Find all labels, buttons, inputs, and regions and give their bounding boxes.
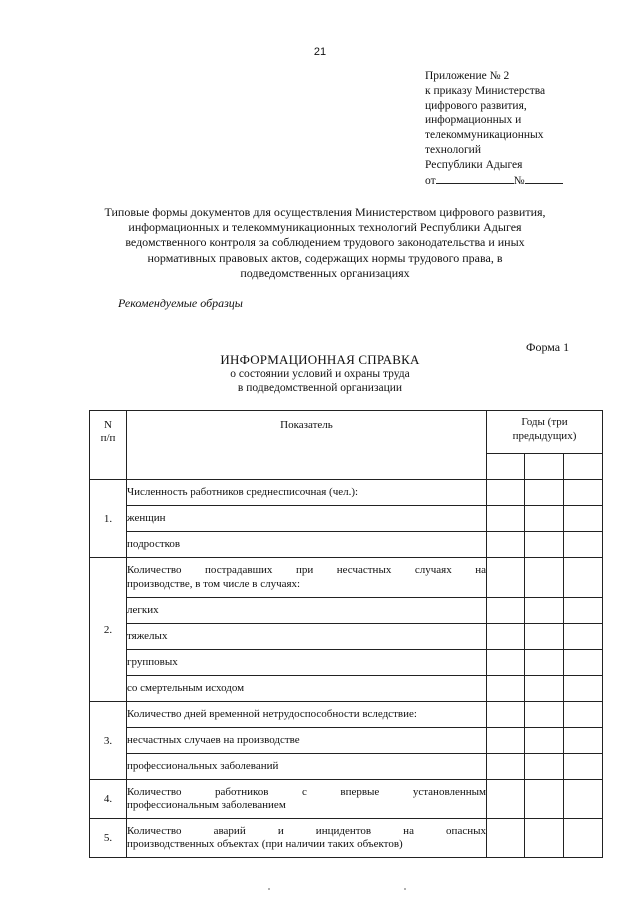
value-cell[interactable]: [564, 506, 603, 532]
value-cell[interactable]: [487, 624, 525, 650]
table-row: [90, 558, 603, 598]
value-cell[interactable]: [564, 754, 603, 780]
document-title: [70, 205, 580, 281]
value-cell[interactable]: [487, 754, 525, 780]
table-row: [90, 702, 603, 728]
row-indicator: Численность работников среднесписочная (чел.):: [127, 480, 487, 506]
value-cell[interactable]: [525, 780, 564, 819]
recommended-samples: Рекомендуемые образцы: [118, 296, 243, 310]
value-cell[interactable]: [525, 819, 564, 858]
value-cell[interactable]: [525, 558, 564, 598]
value-cell[interactable]: [564, 558, 603, 598]
row-number: 3.: [90, 702, 127, 780]
row-indicator: женщин: [127, 506, 487, 532]
table-row: [90, 754, 603, 780]
appendix-line: телекоммуникационных: [425, 129, 544, 142]
value-cell[interactable]: [525, 532, 564, 558]
value-cell[interactable]: [487, 650, 525, 676]
row-number: 5.: [90, 819, 127, 858]
value-cell[interactable]: [487, 702, 525, 728]
row-indicator: Количество работников с впервые установленным профессиональным заболеванием: [127, 780, 487, 819]
date-prefix: от: [425, 174, 436, 187]
row-number: 2.: [90, 558, 127, 702]
date-blank: [436, 173, 514, 184]
number-sign: №: [513, 174, 525, 187]
appendix-block: [425, 69, 625, 188]
value-cell[interactable]: [564, 676, 603, 702]
document-title-line: Типовые формы документов для осуществления Министерством цифрового развития,: [104, 205, 546, 219]
table-header-row: [90, 411, 603, 454]
reference-subtitle: в подведомственной организации: [237, 382, 403, 394]
number-blank: [525, 173, 563, 184]
value-cell[interactable]: [525, 598, 564, 624]
row-indicator: подростков: [127, 532, 487, 558]
row-indicator: Количество аварий и инцидентов на опасных производственных объектах (при наличии таких объектов): [127, 819, 487, 858]
row-number: 4.: [90, 780, 127, 819]
year-cell[interactable]: [525, 454, 564, 480]
appendix-line: цифрового развития,: [425, 99, 527, 112]
table-row: [90, 532, 603, 558]
appendix-line: информационных и: [425, 114, 522, 127]
row-indicator: профессиональных заболеваний: [127, 754, 487, 780]
appendix-line: Приложение № 2: [425, 70, 510, 82]
value-cell[interactable]: [487, 558, 525, 598]
row-indicator: несчастных случаев на производстве: [127, 728, 487, 754]
form-label: Форма 1: [526, 340, 570, 354]
value-cell[interactable]: [487, 780, 525, 819]
table-row: [90, 624, 603, 650]
row-indicator: тяжелых: [127, 624, 487, 650]
header-years: Годы (три предыдущих): [487, 411, 603, 454]
value-cell[interactable]: [525, 480, 564, 506]
year-cell[interactable]: [487, 454, 525, 480]
row-indicator: со смертельным исходом: [127, 676, 487, 702]
row-indicator: легких: [127, 598, 487, 624]
table-row: [90, 598, 603, 624]
value-cell[interactable]: [525, 702, 564, 728]
value-cell[interactable]: [564, 624, 603, 650]
row-indicator: Количество дней временной нетрудоспособности вследствие:: [127, 702, 487, 728]
value-cell[interactable]: [564, 702, 603, 728]
table-row: [90, 780, 603, 819]
table-row: [90, 728, 603, 754]
row-number: 1.: [90, 480, 127, 558]
document-title-line: подведомственных организациях: [240, 265, 410, 280]
value-cell[interactable]: [525, 506, 564, 532]
value-cell[interactable]: [525, 754, 564, 780]
value-cell[interactable]: [564, 598, 603, 624]
page-number: 21: [313, 46, 327, 58]
value-cell[interactable]: [564, 650, 603, 676]
value-cell[interactable]: [487, 532, 525, 558]
scan-artifact: [404, 888, 406, 890]
document-title-line: информационных и телекоммуникационных технологий Республики Адыгея: [128, 220, 522, 235]
document-title-line: ведомственного контроля за соблюдением трудового законодательства и иных: [125, 235, 525, 250]
reference-subtitle: о состоянии условий и охраны труда: [230, 368, 410, 380]
reference-title-block: [0, 352, 640, 395]
value-cell[interactable]: [525, 728, 564, 754]
row-indicator: групповых: [127, 650, 487, 676]
appendix-line: технологий: [425, 143, 481, 156]
header-number: N п/п: [90, 411, 127, 480]
reference-title: ИНФОРМАЦИОННАЯ СПРАВКА: [220, 352, 420, 367]
table-row: [90, 676, 603, 702]
value-cell[interactable]: [564, 480, 603, 506]
value-cell[interactable]: [487, 598, 525, 624]
value-cell[interactable]: [487, 676, 525, 702]
table-row: [90, 506, 603, 532]
value-cell[interactable]: [525, 650, 564, 676]
row-indicator: Количество пострадавших при несчастных случаях на производстве, в том числе в случаях:: [127, 558, 487, 598]
value-cell[interactable]: [487, 728, 525, 754]
value-cell[interactable]: [525, 676, 564, 702]
table-row: [90, 819, 603, 858]
appendix-line: Республики Адыгея: [425, 158, 523, 171]
indicator-table: [89, 410, 603, 858]
document-title-line: нормативных правовых актов, содержащих нормы трудового права, в: [147, 250, 503, 265]
value-cell[interactable]: [487, 506, 525, 532]
table-row: [90, 650, 603, 676]
value-cell[interactable]: [487, 819, 525, 858]
appendix-line: к приказу Министерства: [425, 84, 546, 97]
value-cell[interactable]: [564, 819, 603, 858]
year-cell[interactable]: [564, 454, 603, 480]
value-cell[interactable]: [564, 728, 603, 754]
appendix-date-line: [425, 173, 625, 189]
scan-artifact: [268, 888, 270, 890]
value-cell[interactable]: [564, 780, 603, 819]
value-cell[interactable]: [564, 532, 603, 558]
value-cell[interactable]: [487, 480, 525, 506]
value-cell[interactable]: [525, 624, 564, 650]
table-row: [90, 480, 603, 506]
header-indicator: Показатель: [127, 411, 487, 480]
